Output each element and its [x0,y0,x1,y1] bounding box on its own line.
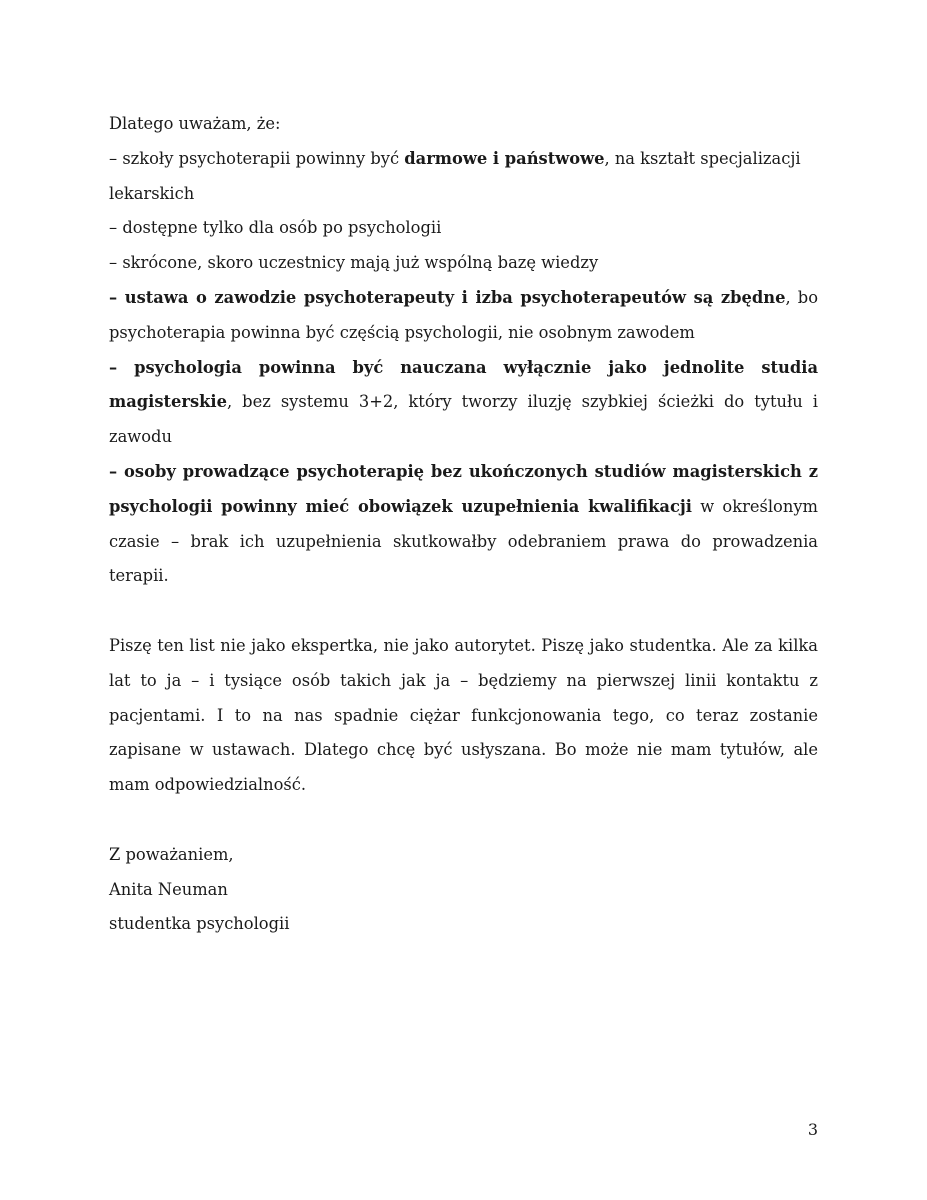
closing-line: Z poważaniem, [109,844,234,864]
list-item-unified-studies [109,351,818,455]
paragraph-spacer [109,803,818,838]
list-item-qualifications [109,455,818,594]
intro-line: Dlatego uważam, że: [109,114,281,133]
list-item-text: , na kształt specjalizacji lekarskich [109,148,801,203]
list-item-law-redundant [109,281,818,351]
list-dash: – [109,148,118,168]
paragraph-spacer [109,594,818,629]
list-item-emphasis: darmowe i państwowe [404,148,605,168]
list-item-emphasis: – ustawa o zawodzie psychoterapeuty i izba psychoterapeutów są zbędne [109,287,786,307]
list-item-psychology-only: – dostępne tylko dla osób po psychologii [109,218,442,238]
list-item-shortened: – skrócone, skoro uczestnicy mają już wspólną bazę wiedzy [109,253,599,273]
signature-title: studentka psychologii [109,914,290,934]
list-item-text: , bez systemu 3+2, który tworzy iluzję szybkiej ścieżki do tytułu i zawodu [109,392,818,447]
list-item-text: w określonym czasie – brak ich uzupełnienia skutkowałby odebraniem prawa do prowadzenia terapii. [109,496,818,586]
list-item-emphasis: – psychologia powinna być nauczana wyłącznie jako jednolite studia magisterskie [109,357,818,412]
list-item-emphasis: – osoby prowadzące psychoterapię bez ukończonych studiów magisterskich z psychologii powinny mieć obowiązek uzupełnienia kwalifikacji [109,461,818,516]
signature-name: Anita Neuman [109,879,228,899]
letter-body [109,107,818,942]
list-item-text: szkoły psychoterapii powinny być [117,148,405,168]
main-paragraph: Piszę ten list nie jako ekspertka, nie jako autorytet. Piszę jako studentka. Ale za kilka lat to ja – i tysiące osób takich jak ja – będziemy na pierwszej linii kontaktu z pacjentami. I to na nas spadnie ciężar funkcjonowania tego, co teraz zostanie zapisane w ustawach. Dlatego chcę być usłyszana. Bo może nie mam tytułów, ale mam odpowiedzialność. [109,635,818,795]
list-item-free-schools [109,142,818,212]
page-number: 3 [807,1120,818,1139]
list-item-text: , bo psychoterapia powinna być częścią psychologii, nie osobnym zawodem [109,287,819,342]
